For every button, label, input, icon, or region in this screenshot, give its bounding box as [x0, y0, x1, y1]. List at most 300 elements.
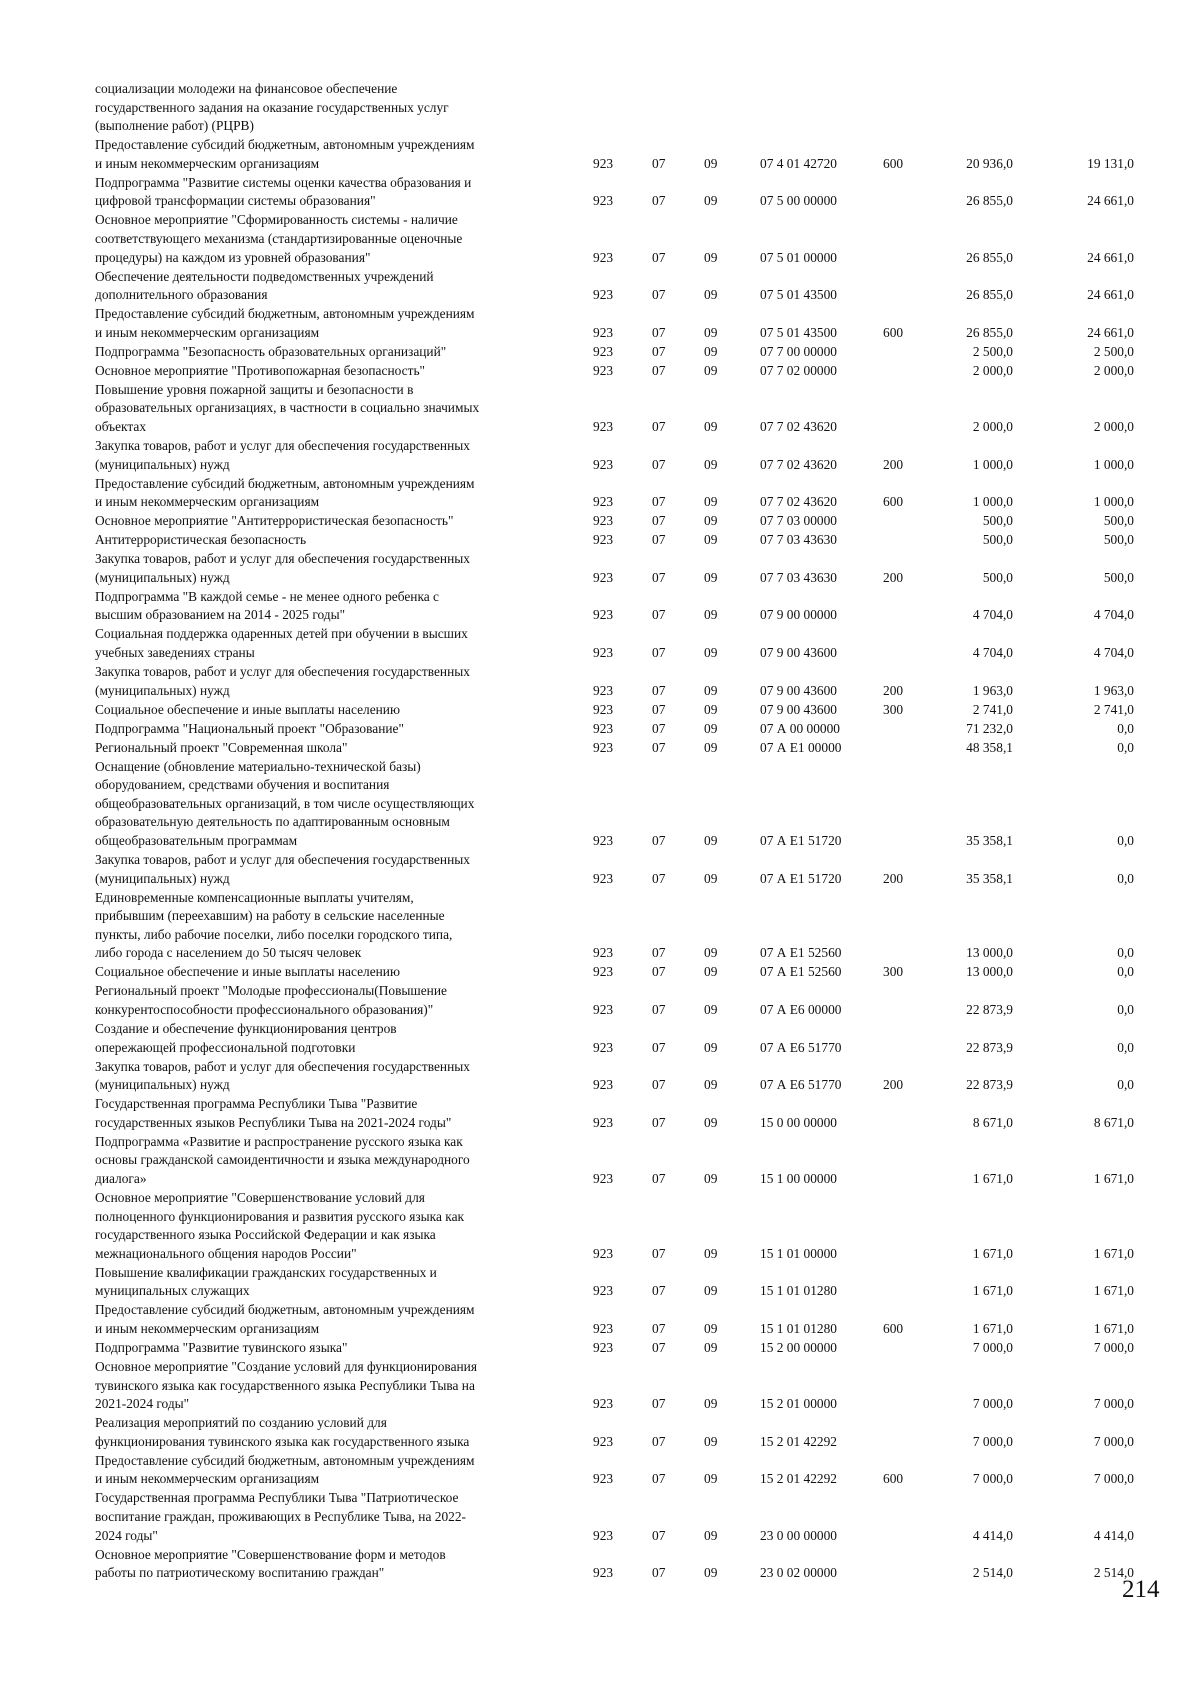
cell-sub: 09 — [704, 1039, 718, 1055]
cell-csr: 07 А Е1 52560 — [760, 964, 842, 980]
cell-sec: 07 — [652, 607, 666, 623]
cell-sec: 07 — [652, 155, 666, 171]
row-description: Социальная поддержка одаренных детей при обучении в высших учебных заведениях страны — [95, 626, 468, 660]
cell-sub: 09 — [704, 1565, 718, 1581]
cell-s1: 1 000,0 — [972, 456, 1013, 472]
cell-adm: 923 — [593, 155, 614, 171]
cell-s1: 2 500,0 — [972, 343, 1013, 359]
cell-s2: 0,0 — [1117, 964, 1134, 980]
cell-s1: 2 514,0 — [972, 1565, 1013, 1581]
cell-vr: 600 — [883, 324, 904, 340]
cell-csr: 07 7 02 43620 — [760, 494, 837, 510]
cell-csr: 15 2 01 00000 — [760, 1396, 837, 1412]
cell-sec: 07 — [652, 1320, 666, 1336]
row-description: Закупка товаров, работ и услуг для обеспечения государственных (муниципальных) нужд — [95, 1058, 470, 1093]
cell-csr: 07 5 00 00000 — [760, 193, 837, 209]
cell-s2: 1 000,0 — [1093, 456, 1134, 472]
cell-sub: 09 — [704, 682, 718, 698]
cell-sub: 09 — [704, 1283, 718, 1299]
cell-vr: 300 — [883, 701, 904, 717]
table-row — [0, 1489, 1200, 1545]
cell-sec: 07 — [652, 1077, 666, 1093]
table-row — [0, 1358, 1200, 1414]
table-row — [0, 889, 1200, 963]
cell-sec: 07 — [652, 1471, 666, 1487]
cell-sec: 07 — [652, 532, 666, 548]
cell-sec: 07 — [652, 1433, 666, 1449]
table-row — [0, 758, 1200, 851]
cell-sub: 09 — [704, 1114, 718, 1130]
cell-csr: 15 1 01 01280 — [760, 1320, 837, 1336]
cell-sec: 07 — [652, 249, 666, 265]
table-row — [0, 1133, 1200, 1189]
cell-sec: 07 — [652, 720, 666, 736]
cell-adm: 923 — [593, 1077, 614, 1093]
cell-vr: 600 — [883, 494, 904, 510]
row-description: Реализация мероприятий по созданию условий для функционирования тувинского языка как государственного языка — [95, 1415, 470, 1449]
table-row — [0, 701, 1200, 720]
cell-adm: 923 — [593, 569, 614, 585]
cell-csr: 07 А Е1 51720 — [760, 870, 842, 886]
cell-s1: 13 000,0 — [966, 945, 1013, 961]
cell-adm: 923 — [593, 343, 614, 359]
cell-adm: 923 — [593, 1001, 614, 1017]
table-row — [0, 1189, 1200, 1263]
cell-s1: 500,0 — [982, 569, 1013, 585]
cell-sub: 09 — [704, 1396, 718, 1412]
cell-vr: 200 — [883, 569, 904, 585]
cell-sub: 09 — [704, 532, 718, 548]
cell-s1: 22 873,9 — [966, 1039, 1013, 1055]
cell-s2: 1 671,0 — [1093, 1283, 1134, 1299]
cell-sec: 07 — [652, 1565, 666, 1581]
cell-sec: 07 — [652, 682, 666, 698]
cell-sec: 07 — [652, 456, 666, 472]
cell-s1: 22 873,9 — [966, 1077, 1013, 1093]
cell-adm: 923 — [593, 701, 614, 717]
row-description: Региональный проект "Молодые профессионалы(Повышение конкурентоспособности профессионального образования)" — [95, 983, 447, 1017]
cell-sub: 09 — [704, 513, 718, 529]
cell-sec: 07 — [652, 1340, 666, 1355]
table-row — [0, 211, 1200, 267]
cell-csr: 07 7 02 00000 — [760, 362, 837, 378]
cell-s2: 500,0 — [1103, 569, 1134, 585]
cell-csr: 07 9 00 43600 — [760, 701, 837, 717]
cell-csr: 15 1 01 00000 — [760, 1245, 837, 1261]
table-row — [0, 512, 1200, 531]
cell-sec: 07 — [652, 701, 666, 717]
row-description: Предоставление субсидий бюджетным, автономным учреждениям и иным некоммерческим организациям — [95, 306, 475, 340]
row-description: Социальное обеспечение и иные выплаты населению — [95, 701, 400, 717]
cell-sub: 09 — [704, 739, 718, 755]
cell-sec: 07 — [652, 569, 666, 585]
cell-adm: 923 — [593, 287, 614, 303]
cell-s2: 0,0 — [1117, 945, 1134, 961]
cell-adm: 923 — [593, 324, 614, 340]
cell-s1: 4 704,0 — [972, 607, 1013, 623]
cell-csr: 07 А Е1 52560 — [760, 945, 842, 961]
cell-sec: 07 — [652, 343, 666, 359]
cell-sec: 07 — [652, 1114, 666, 1130]
cell-csr: 07 5 01 43500 — [760, 324, 837, 340]
table-row — [0, 1058, 1200, 1095]
row-description: Антитеррористическая безопасность — [95, 532, 307, 548]
table-row — [0, 268, 1200, 305]
cell-s1: 8 671,0 — [972, 1114, 1013, 1130]
cell-sub: 09 — [704, 644, 718, 660]
table-row — [0, 982, 1200, 1019]
table-row — [0, 1264, 1200, 1301]
row-description: Повышение квалификации гражданских государственных и муниципальных служащих — [95, 1264, 437, 1299]
cell-adm: 923 — [593, 607, 614, 623]
row-description: Закупка товаров, работ и услуг для обеспечения государственных (муниципальных) нужд — [95, 551, 470, 585]
cell-sub: 09 — [704, 249, 718, 265]
cell-s2: 0,0 — [1117, 1001, 1134, 1017]
cell-s1: 26 855,0 — [966, 193, 1013, 209]
table-row — [0, 720, 1200, 739]
row-description: Подпрограмма «Развитие и распространение русского языка как основы гражданской самоидентичности и языка международного диалога» — [95, 1133, 470, 1186]
cell-s1: 20 936,0 — [966, 155, 1013, 171]
cell-csr: 15 0 00 00000 — [760, 1114, 837, 1130]
table-row — [0, 588, 1200, 625]
table-row — [0, 343, 1200, 362]
cell-s1: 13 000,0 — [966, 964, 1013, 980]
cell-csr: 15 2 01 42292 — [760, 1471, 837, 1487]
cell-adm: 923 — [593, 945, 614, 961]
cell-s1: 500,0 — [982, 513, 1013, 529]
cell-s1: 500,0 — [982, 532, 1013, 548]
cell-csr: 07 7 00 00000 — [760, 343, 837, 359]
cell-sec: 07 — [652, 1171, 666, 1186]
row-description: Основное мероприятие "Сформированность системы - наличие соответствующего механизма (стандартизированные оценочные процедуры) на каждом из уровней образования" — [95, 212, 463, 265]
row-description: Предоставление субсидий бюджетным, автономным учреждениям и иным некоммерческим организациям — [95, 475, 475, 510]
cell-csr: 07 7 02 43620 — [760, 456, 837, 472]
row-description: Подпрограмма "Развитие тувинского языка" — [95, 1340, 348, 1355]
cell-adm: 923 — [593, 456, 614, 472]
cell-s2: 0,0 — [1117, 833, 1134, 848]
table-row — [0, 531, 1200, 550]
cell-s2: 8 671,0 — [1093, 1114, 1134, 1130]
cell-s2: 1 671,0 — [1093, 1171, 1134, 1186]
cell-s1: 48 358,1 — [966, 739, 1013, 755]
row-description: Подпрограмма "Национальный проект "Образование" — [95, 720, 404, 736]
cell-adm: 923 — [593, 1320, 614, 1336]
cell-s2: 0,0 — [1117, 720, 1134, 736]
table-row — [0, 1339, 1200, 1358]
row-description: Подпрограмма "В каждой семье - не менее одного ребенка с высшим образованием на 2014 - 2025 годы" — [95, 588, 440, 623]
cell-vr: 200 — [883, 682, 904, 698]
table-row — [0, 550, 1200, 587]
table-row — [0, 1546, 1200, 1583]
cell-adm: 923 — [593, 682, 614, 698]
cell-csr: 07 7 03 00000 — [760, 513, 837, 529]
cell-adm: 923 — [593, 644, 614, 660]
cell-s2: 19 131,0 — [1087, 155, 1134, 171]
cell-sec: 07 — [652, 362, 666, 378]
cell-sub: 09 — [704, 324, 718, 340]
row-description: Закупка товаров, работ и услуг для обеспечения государственных (муниципальных) нужд — [95, 852, 470, 886]
cell-csr: 15 1 00 00000 — [760, 1171, 837, 1186]
cell-s1: 7 000,0 — [972, 1396, 1013, 1412]
cell-adm: 923 — [593, 193, 614, 209]
cell-adm: 923 — [593, 362, 614, 378]
cell-sub: 09 — [704, 607, 718, 623]
cell-sub: 09 — [704, 155, 718, 171]
cell-s1: 1 000,0 — [972, 494, 1013, 510]
cell-sub: 09 — [704, 494, 718, 510]
cell-sec: 07 — [652, 513, 666, 529]
cell-csr: 07 7 02 43620 — [760, 419, 837, 434]
cell-s1: 2 000,0 — [972, 419, 1013, 434]
cell-vr: 300 — [883, 964, 904, 980]
cell-sub: 09 — [704, 419, 718, 434]
cell-sub: 09 — [704, 1340, 718, 1355]
table-row — [0, 381, 1200, 437]
cell-sub: 09 — [704, 833, 718, 848]
cell-csr: 07 9 00 43600 — [760, 644, 837, 660]
row-description: Региональный проект "Современная школа" — [95, 739, 348, 755]
cell-s1: 1 963,0 — [972, 682, 1013, 698]
table-row — [0, 1301, 1200, 1338]
row-description: Государственная программа Республики Тыва "Развитие государственных языков Республики Тыва на 2021-2024 годы" — [95, 1096, 452, 1130]
table-row — [0, 305, 1200, 342]
cell-sec: 07 — [652, 739, 666, 755]
table-row — [0, 1095, 1200, 1132]
row-description: Основное мероприятие "Противопожарная безопасность" — [95, 362, 426, 378]
cell-adm: 923 — [593, 1433, 614, 1449]
cell-s2: 1 671,0 — [1093, 1245, 1134, 1261]
cell-sec: 07 — [652, 419, 666, 434]
cell-s2: 2 000,0 — [1093, 362, 1134, 378]
cell-s1: 7 000,0 — [972, 1433, 1013, 1449]
cell-s2: 500,0 — [1103, 513, 1134, 529]
cell-s2: 500,0 — [1103, 532, 1134, 548]
cell-sec: 07 — [652, 1527, 666, 1543]
cell-sub: 09 — [704, 1245, 718, 1261]
cell-sec: 07 — [652, 1001, 666, 1017]
row-description: Единовременные компенсационные выплаты учителям, прибывшим (переехавшим) на работу в сельские населенные пункты, либо рабочие поселки, либо поселки городского типа, либо города с населением до 50 тысяч человек — [95, 889, 453, 961]
cell-s1: 1 671,0 — [972, 1283, 1013, 1299]
cell-adm: 923 — [593, 1039, 614, 1055]
cell-adm: 923 — [593, 1114, 614, 1130]
cell-s2: 4 704,0 — [1093, 607, 1134, 623]
table-row — [0, 1414, 1200, 1451]
table-row — [0, 739, 1200, 758]
cell-sec: 07 — [652, 1039, 666, 1055]
cell-vr: 600 — [883, 1471, 904, 1487]
cell-vr: 200 — [883, 456, 904, 472]
cell-csr: 23 0 00 00000 — [760, 1527, 837, 1543]
cell-s2: 7 000,0 — [1093, 1471, 1134, 1487]
cell-adm: 923 — [593, 419, 614, 434]
table-row — [0, 362, 1200, 381]
table-row — [0, 963, 1200, 982]
cell-vr: 600 — [883, 155, 904, 171]
cell-csr: 07 7 03 43630 — [760, 569, 837, 585]
table-row — [0, 663, 1200, 700]
cell-csr: 07 7 03 43630 — [760, 532, 837, 548]
cell-s2: 2 000,0 — [1093, 419, 1134, 434]
cell-adm: 923 — [593, 964, 614, 980]
row-description: Оснащение (обновление материально-технической базы) оборудованием, средствами обучения и воспитания общеобразовательных организаций, в том числе осуществляющих образовательную деятельность по адаптированным основным общеобразовательным программам — [95, 758, 475, 848]
cell-vr: 600 — [883, 1320, 904, 1336]
row-description: Предоставление субсидий бюджетным, автономным учреждениям и иным некоммерческим организациям — [95, 1452, 475, 1487]
cell-s2: 24 661,0 — [1087, 287, 1134, 303]
cell-sub: 09 — [704, 193, 718, 209]
cell-s1: 7 000,0 — [972, 1340, 1013, 1355]
cell-sub: 09 — [704, 569, 718, 585]
row-description: Основное мероприятие "Создание условий для функционирования тувинского языка как государственного языка Республики Тыва на 2021-2024 годы" — [95, 1359, 477, 1412]
cell-sec: 07 — [652, 1396, 666, 1412]
cell-s2: 1 000,0 — [1093, 494, 1134, 510]
cell-s1: 22 873,9 — [966, 1001, 1013, 1017]
cell-sub: 09 — [704, 964, 718, 980]
cell-csr: 15 1 01 01280 — [760, 1283, 837, 1299]
cell-sec: 07 — [652, 870, 666, 886]
row-description: Социальное обеспечение и иные выплаты населению — [95, 964, 400, 980]
cell-sub: 09 — [704, 870, 718, 886]
cell-s2: 7 000,0 — [1093, 1396, 1134, 1412]
cell-csr: 07 9 00 00000 — [760, 607, 837, 623]
cell-adm: 923 — [593, 532, 614, 548]
cell-s2: 2 741,0 — [1093, 701, 1134, 717]
row-description: Создание и обеспечение функционирования центров опережающей профессиональной подготовки — [95, 1021, 397, 1055]
cell-csr: 07 А 00 00000 — [760, 720, 840, 736]
cell-s2: 24 661,0 — [1087, 193, 1134, 209]
cell-vr: 200 — [883, 1077, 904, 1093]
cell-s1: 2 741,0 — [972, 701, 1013, 717]
cell-s2: 0,0 — [1117, 1077, 1134, 1093]
cell-s1: 71 232,0 — [966, 720, 1013, 736]
cell-s2: 4 414,0 — [1093, 1527, 1134, 1543]
table-row — [0, 1020, 1200, 1057]
cell-sub: 09 — [704, 1471, 718, 1487]
cell-sub: 09 — [704, 287, 718, 303]
cell-sub: 09 — [704, 1001, 718, 1017]
cell-adm: 923 — [593, 720, 614, 736]
row-description: Закупка товаров, работ и услуг для обеспечения государственных (муниципальных) нужд — [95, 438, 470, 472]
cell-s1: 26 855,0 — [966, 287, 1013, 303]
cell-csr: 07 4 01 42720 — [760, 155, 837, 171]
cell-adm: 923 — [593, 1565, 614, 1581]
cell-s2: 0,0 — [1117, 870, 1134, 886]
row-description: Повышение уровня пожарной защиты и безопасности в образовательных организациях, в частности в социально значимых объектах — [95, 381, 480, 434]
cell-sub: 09 — [704, 456, 718, 472]
cell-s2: 7 000,0 — [1093, 1340, 1134, 1355]
cell-sub: 09 — [704, 1171, 718, 1186]
page-number: 214 — [1122, 1576, 1160, 1603]
cell-s2: 2 514,0 — [1093, 1565, 1134, 1581]
table-row — [0, 475, 1200, 512]
cell-adm: 923 — [593, 249, 614, 265]
cell-s2: 4 704,0 — [1093, 644, 1134, 660]
table-row — [0, 1452, 1200, 1489]
cell-adm: 923 — [593, 1396, 614, 1412]
row-description: Государственная программа Республики Тыва "Патриотическое воспитание граждан, проживающих в Республике Тыва, на 2022- 2024 годы" — [95, 1490, 467, 1543]
row-description: Подпрограмма "Безопасность образовательных организаций" — [95, 343, 447, 359]
cell-adm: 923 — [593, 1283, 614, 1299]
row-description: Предоставление субсидий бюджетным, автономным учреждениям и иным некоммерческим организациям — [95, 137, 475, 171]
cell-csr: 15 2 00 00000 — [760, 1340, 837, 1355]
cell-adm: 923 — [593, 1471, 614, 1487]
cell-s2: 7 000,0 — [1093, 1433, 1134, 1449]
cell-s1: 26 855,0 — [966, 249, 1013, 265]
cell-s1: 35 358,1 — [966, 870, 1013, 886]
cell-csr: 07 А Е6 51770 — [760, 1077, 842, 1093]
cell-adm: 923 — [593, 1245, 614, 1261]
cell-s2: 24 661,0 — [1087, 249, 1134, 265]
cell-sec: 07 — [652, 193, 666, 209]
row-description: Подпрограмма "Развитие системы оценки качества образования и цифровой трансформации системы образования" — [95, 174, 472, 209]
cell-sec: 07 — [652, 1283, 666, 1299]
cell-csr: 07 А Е1 51720 — [760, 833, 842, 848]
cell-sub: 09 — [704, 1077, 718, 1093]
cell-s1: 35 358,1 — [966, 833, 1013, 848]
cell-adm: 923 — [593, 870, 614, 886]
cell-adm: 923 — [593, 494, 614, 510]
cell-s2: 1 963,0 — [1093, 682, 1134, 698]
cell-vr: 200 — [883, 870, 904, 886]
table-row — [0, 851, 1200, 888]
row-description: Предоставление субсидий бюджетным, автономным учреждениям и иным некоммерческим организациям — [95, 1302, 475, 1336]
cell-sec: 07 — [652, 964, 666, 980]
cell-s1: 1 671,0 — [972, 1320, 1013, 1336]
cell-csr: 07 А Е1 00000 — [760, 739, 842, 755]
cell-s2: 24 661,0 — [1087, 324, 1134, 340]
row-description: Обеспечение деятельности подведомственных учреждений дополнительного образования — [95, 268, 434, 303]
cell-sub: 09 — [704, 720, 718, 736]
cell-adm: 923 — [593, 739, 614, 755]
row-description: Закупка товаров, работ и услуг для обеспечения государственных (муниципальных) нужд — [95, 664, 470, 698]
cell-s2: 0,0 — [1117, 1039, 1134, 1055]
cell-s1: 4 704,0 — [972, 644, 1013, 660]
cell-adm: 923 — [593, 1340, 614, 1355]
cell-adm: 923 — [593, 833, 614, 848]
cell-sec: 07 — [652, 1245, 666, 1261]
row-description: Основное мероприятие "Антитеррористическая безопасность" — [95, 513, 454, 529]
cell-csr: 23 0 02 00000 — [760, 1565, 837, 1581]
cell-adm: 923 — [593, 513, 614, 529]
cell-csr: 07 5 01 43500 — [760, 287, 837, 303]
cell-s1: 1 671,0 — [972, 1171, 1013, 1186]
cell-csr: 07 А Е6 51770 — [760, 1039, 842, 1055]
cell-sub: 09 — [704, 701, 718, 717]
cell-sub: 09 — [704, 945, 718, 961]
table-row — [0, 136, 1200, 173]
cell-csr: 07 А Е6 00000 — [760, 1001, 842, 1017]
cell-sub: 09 — [704, 1527, 718, 1543]
row-description: социализации молодежи на финансовое обеспечение государственного задания на оказание государственных услуг (выполнение работ) (РЦРВ) — [95, 81, 449, 134]
cell-s1: 2 000,0 — [972, 362, 1013, 378]
cell-sub: 09 — [704, 1320, 718, 1336]
cell-sec: 07 — [652, 833, 666, 848]
cell-sec: 07 — [652, 494, 666, 510]
cell-csr: 07 5 01 00000 — [760, 249, 837, 265]
cell-s2: 0,0 — [1117, 739, 1134, 755]
table-row — [0, 625, 1200, 662]
cell-sec: 07 — [652, 287, 666, 303]
cell-adm: 923 — [593, 1171, 614, 1186]
table-row — [0, 437, 1200, 474]
cell-csr: 07 9 00 43600 — [760, 682, 837, 698]
cell-s1: 7 000,0 — [972, 1471, 1013, 1487]
cell-sub: 09 — [704, 1433, 718, 1449]
cell-adm: 923 — [593, 1527, 614, 1543]
cell-sec: 07 — [652, 644, 666, 660]
cell-s2: 2 500,0 — [1093, 343, 1134, 359]
cell-sec: 07 — [652, 324, 666, 340]
row-description: Основное мероприятие "Совершенствование условий для полноценного функционирования и развития русского языка как государственного языка Российской Федерации и как языка межнационального общения народов России" — [95, 1190, 465, 1261]
